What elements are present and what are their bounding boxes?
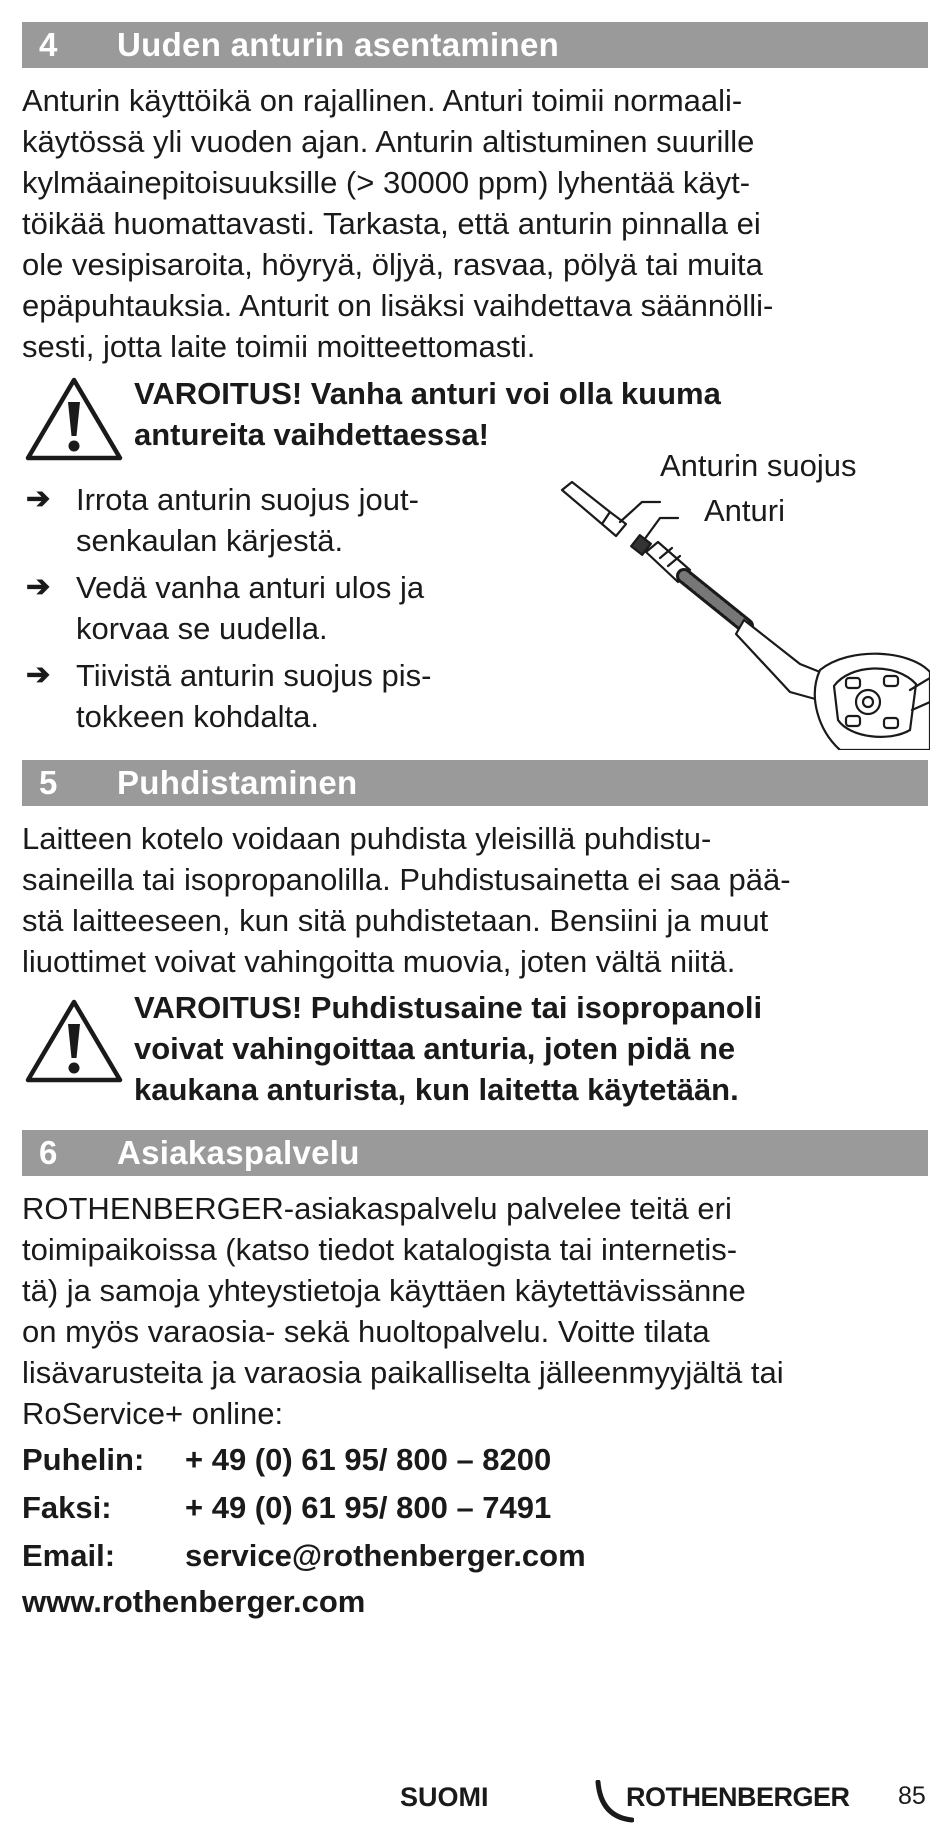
page-number: 85 [898,1782,926,1810]
step-text [76,479,419,561]
section-4-paragraph [22,80,937,367]
website-link[interactable]: www.rothenberger.com [22,1584,366,1619]
arrow-right-icon: ➔ [26,659,51,691]
paragraph-line: ROTHENBERGER-asiakaspalvelu palvelee teitä eri [22,1191,732,1226]
paragraph-line: epäpuhtauksia. Anturit on lisäksi vaihdettava säännölli- [22,288,774,323]
paragraph-line: on myös varaosia- sekä huoltopalvelu. Voitte tilata [22,1314,710,1349]
section-5-paragraph [22,818,937,982]
section-title: Uuden anturin asentaminen [117,26,560,63]
paragraph-line: saineilla tai isopropanolilla. Puhdistusainetta ei saa pää- [22,862,791,897]
paragraph-line: stä laitteeseen, kun sitä puhdistetaan. Bensiini ja muut [22,903,769,938]
contact-label: Puhelin: [22,1442,145,1477]
section-6-header [22,1130,928,1176]
warning-line: voivat vahingoittaa anturia, joten pidä ne [134,1031,736,1066]
list-item [22,479,522,567]
paragraph-line: tä) ja samoja yhteystietoja käyttäen käytettävissänne [22,1273,746,1308]
section-number: 5 [39,764,58,801]
section-5-warning [134,987,762,1110]
paragraph-line: lisävarusteita ja varaosia paikalliselta jälleenmyyjältä tai [22,1355,784,1390]
sensor-figure [550,440,930,750]
footer-brand: ROTHENBERGER [626,1782,850,1812]
contact-label: Email: [22,1538,116,1573]
warning-line: kaukana anturista, kun laitetta käytetään. [134,1072,739,1107]
step-line: tokkeen kohdalta. [76,699,320,734]
section-5-header [22,760,928,806]
list-item [22,655,522,743]
warning-triangle-icon [24,998,124,1084]
sensor-label: Anturi [704,493,785,528]
email-link[interactable]: service@rothenberger.com [185,1538,586,1573]
step-line: senkaulan kärjestä. [76,523,344,558]
paragraph-line: toimipaikoissa (katso tiedot katalogista tai internetis- [22,1232,738,1267]
section-6-paragraph [22,1188,937,1434]
phone-number[interactable]: + 49 (0) 61 95/ 800 – 8200 [185,1442,552,1477]
leak-detector-illustration [550,440,930,750]
step-line: Tiivistä anturin suojus pis- [76,658,432,693]
paragraph-line: ole vesipisaroita, höyryä, öljyä, rasvaa, pölyä tai muita [22,247,763,282]
section-number: 4 [39,26,58,63]
paragraph-line: käytössä yli vuoden ajan. Anturin altistuminen suurille [22,124,755,159]
paragraph-line: sesti, jotta laite toimii moitteettomasti. [22,329,536,364]
paragraph-line: Laitteen kotelo voidaan puhdista yleisillä puhdistu- [22,821,712,856]
paragraph-line: kylmäainepitoisuuksille (> 30000 ppm) lyhentää käyt- [22,165,751,200]
warning-line: antureita vaihdettaessa! [134,417,489,452]
paragraph-line: liuottimet voivat vahingoitta muovia, joten vältä niitä. [22,944,736,979]
paragraph-line: RoService+ online: [22,1396,284,1431]
arrow-right-icon: ➔ [26,483,51,515]
section-number: 6 [39,1134,58,1171]
step-line: Vedä vanha anturi ulos ja [76,570,425,605]
warning-line: VAROITUS! Vanha anturi voi olla kuuma [134,376,721,411]
paragraph-line: Anturin käyttöikä on rajallinen. Anturi toimii normaali- [22,83,743,118]
step-line: korvaa se uudella. [76,611,328,646]
step-text [76,567,424,649]
step-text [76,655,432,737]
list-item [22,567,522,655]
contact-label: Faksi: [22,1490,112,1525]
sensor-cover-label: Anturin suojus [660,448,857,483]
step-line: Irrota anturin suojus jout- [76,482,419,517]
warning-line: VAROITUS! Puhdistusaine tai isopropanoli [134,990,763,1025]
footer-language: SUOMI [400,1782,489,1812]
section-4-header [22,22,928,68]
fax-number: + 49 (0) 61 95/ 800 – 7491 [185,1490,552,1525]
paragraph-line: töikää huomattavasti. Tarkasta, että anturin pinnalla ei [22,206,761,241]
warning-triangle-icon [24,376,124,462]
section-title: Asiakaspalvelu [117,1134,360,1171]
section-title: Puhdistaminen [117,764,358,801]
arrow-right-icon: ➔ [26,571,51,603]
replacement-steps [22,479,522,743]
